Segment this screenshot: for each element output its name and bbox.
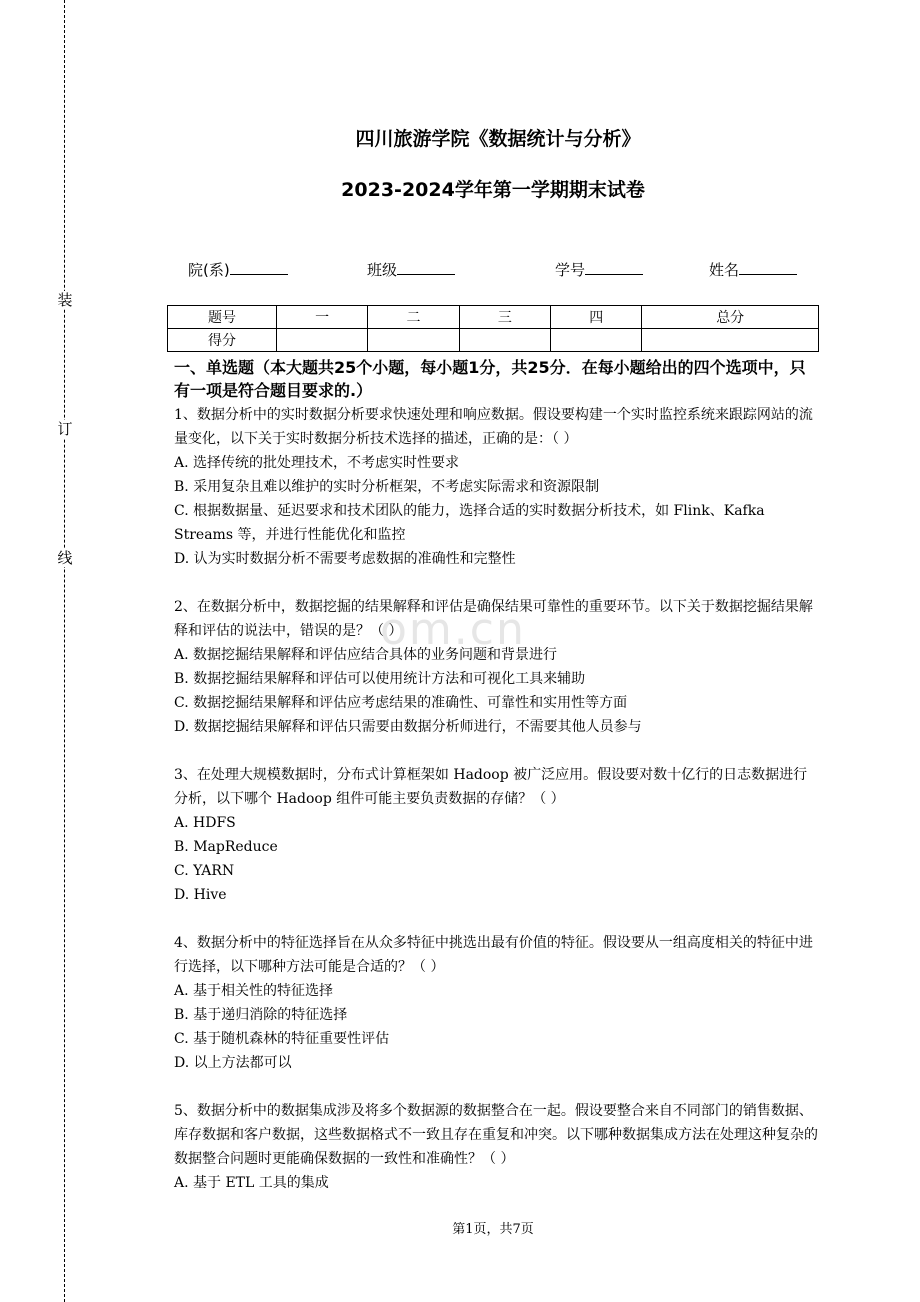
question-1 bbox=[174, 403, 820, 571]
score-cell[interactable] bbox=[368, 329, 459, 352]
option-b: B. MapReduce bbox=[174, 839, 278, 855]
option-c: C. 根据数据量、延迟要求和技术团队的能力，选择合适的实时数据分析技术，如 Flink、Kafka Streams 等，并进行性能优化和监控 bbox=[174, 503, 765, 543]
question-5 bbox=[174, 1099, 820, 1195]
score-table bbox=[167, 305, 819, 352]
score-header-cell: 一 bbox=[277, 306, 368, 329]
option-a: A. 选择传统的批处理技术，不考虑实时性要求 bbox=[174, 455, 460, 471]
score-row-label: 得分 bbox=[168, 329, 277, 352]
question-stem: 5、数据分析中的数据集成涉及将多个数据源的数据整合在一起。假设要整合来自不同部门的销售数据、库存数据和客户数据，这些数据格式不一致且存在重复和冲突。以下哪种数据集成方法在处理这种复杂的数据整合问题时更能确保数据的一致性和准确性？（ ） bbox=[174, 1103, 818, 1167]
option-a: A. 数据挖掘结果解释和评估应结合具体的业务问题和背景进行 bbox=[174, 647, 558, 663]
question-3 bbox=[174, 763, 820, 907]
option-d: D. 以上方法都可以 bbox=[174, 1055, 292, 1071]
option-c: C. YARN bbox=[174, 863, 235, 879]
score-cell[interactable] bbox=[277, 329, 368, 352]
student-id-blank[interactable] bbox=[585, 260, 643, 275]
option-b: B. 采用复杂且难以维护的实时分析框架，不考虑实际需求和资源限制 bbox=[174, 479, 600, 495]
class-blank[interactable] bbox=[397, 260, 455, 275]
info-class: 班级 bbox=[367, 259, 455, 280]
score-header-cell: 题号 bbox=[168, 306, 277, 329]
option-b: B. 基于递归消除的特征选择 bbox=[174, 1007, 348, 1023]
info-name: 姓名 bbox=[709, 259, 797, 280]
score-header-cell: 三 bbox=[459, 306, 550, 329]
question-stem: 1、数据分析中的实时数据分析要求快速处理和响应数据。假设要构建一个实时监控系统来跟踪网站的流量变化，以下关于实时数据分析技术选择的描述，正确的是：（ ） bbox=[174, 407, 813, 447]
watermark: om.cn bbox=[380, 604, 526, 655]
option-c: C. 基于随机森林的特征重要性评估 bbox=[174, 1031, 390, 1047]
score-table-header-row bbox=[168, 306, 819, 329]
info-department: 院(系) bbox=[188, 259, 288, 280]
score-cell[interactable] bbox=[642, 329, 819, 352]
score-header-cell: 四 bbox=[551, 306, 642, 329]
binding-char-zhuang: 装 bbox=[57, 291, 73, 309]
exam-title-line2: 2023-2024学年第一学期期末试卷 bbox=[341, 179, 645, 201]
option-d: D. Hive bbox=[174, 887, 227, 903]
binding-char-xian: 线 bbox=[57, 549, 73, 567]
question-4 bbox=[174, 931, 820, 1075]
page-footer: 第1页，共7页 bbox=[452, 1222, 534, 1237]
binding-char-ding: 订 bbox=[57, 420, 73, 438]
option-a: A. HDFS bbox=[174, 815, 236, 831]
option-a: A. 基于 ETL 工具的集成 bbox=[174, 1175, 329, 1191]
exam-content bbox=[174, 356, 820, 1195]
option-b: B. 数据挖掘结果解释和评估可以使用统计方法和可视化工具来辅助 bbox=[174, 671, 586, 687]
question-stem: 3、在处理大规模数据时，分布式计算框架如 Hadoop 被广泛应用。假设要对数十亿行的日志数据进行分析，以下哪个 Hadoop 组件可能主要负责数据的存储？（ ） bbox=[174, 767, 808, 807]
score-header-cell: 总分 bbox=[642, 306, 819, 329]
question-stem: 4、数据分析中的特征选择旨在从众多特征中挑选出最有价值的特征。假设要从一组高度相关的特征中进行选择，以下哪种方法可能是合适的？（ ） bbox=[174, 935, 813, 975]
score-cell[interactable] bbox=[459, 329, 550, 352]
question-2 bbox=[174, 595, 820, 739]
info-student-id: 学号 bbox=[555, 259, 643, 280]
exam-title-line1: 四川旅游学院《数据统计与分析》 bbox=[355, 128, 641, 150]
department-blank[interactable] bbox=[230, 260, 288, 275]
score-table-score-row bbox=[168, 329, 819, 352]
question-stem: 2、在数据分析中，数据挖掘的结果解释和评估是确保结果可靠性的重要环节。以下关于数据挖掘结果解释和评估的说法中，错误的是？（ ） bbox=[174, 599, 813, 639]
section1-heading: 一、单选题（本大题共25个小题，每小题1分，共25分．在每小题给出的四个选项中，只有一项是符合题目要求的.） bbox=[174, 358, 806, 400]
option-a: A. 基于相关性的特征选择 bbox=[174, 983, 334, 999]
score-header-cell: 二 bbox=[368, 306, 459, 329]
option-d: D. 数据挖掘结果解释和评估只需要由数据分析师进行，不需要其他人员参与 bbox=[174, 719, 642, 735]
option-c: C. 数据挖掘结果解释和评估应考虑结果的准确性、可靠性和实用性等方面 bbox=[174, 695, 628, 711]
score-cell[interactable] bbox=[551, 329, 642, 352]
option-d: D. 认为实时数据分析不需要考虑数据的准确性和完整性 bbox=[174, 551, 516, 567]
name-blank[interactable] bbox=[739, 260, 797, 275]
